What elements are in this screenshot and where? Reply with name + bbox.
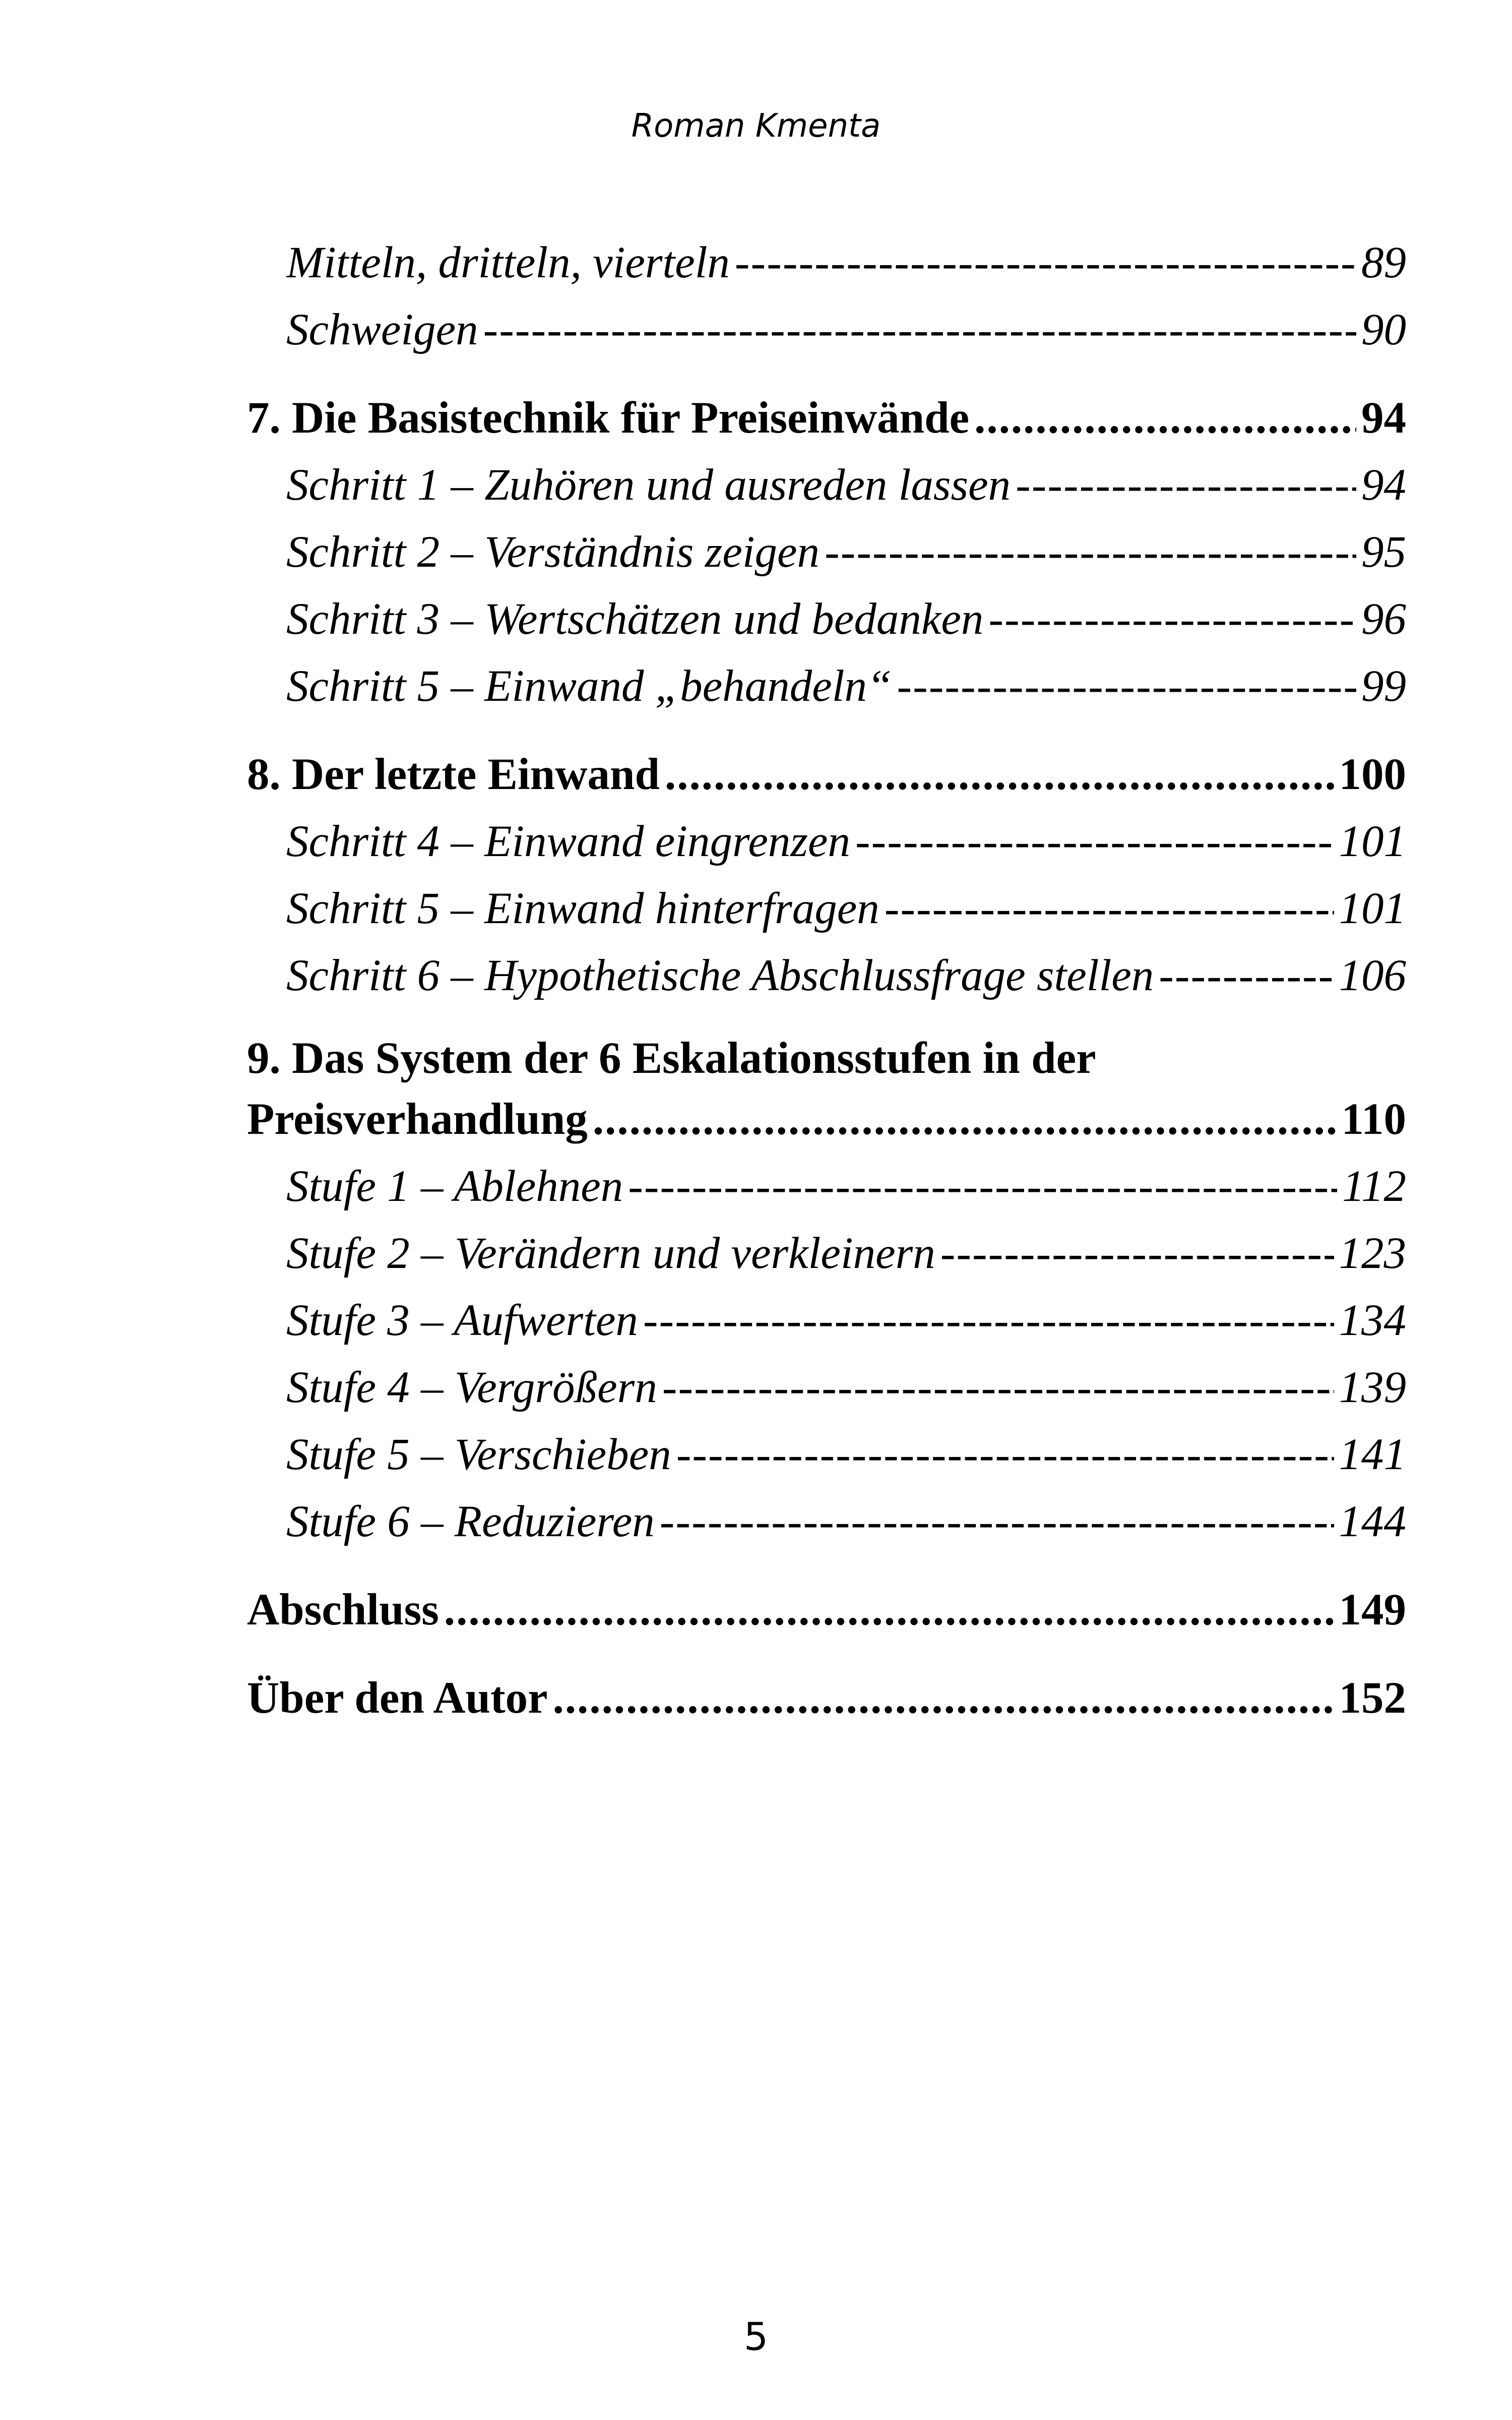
toc-entry-title: Schritt 2 – Verständnis zeigen [286,527,820,577]
toc-entry-title: Stufe 6 – Reduzieren [286,1497,655,1546]
toc-entry-page: 123 [1339,1229,1406,1278]
toc-leader [643,1287,1334,1354]
toc-entry-title: Schritt 5 – Einwand hinterfragen [286,884,879,933]
toc-leader [940,1220,1334,1287]
toc-entry-page: 141 [1339,1430,1406,1479]
toc-entry-sub [286,452,1406,519]
toc-chapter-title-line1: 9. Das System der 6 Eskalationsstufen in der [247,1034,1096,1083]
toc-chapter-page: 110 [1341,1095,1406,1144]
toc-entry-chapter [247,741,1406,808]
toc-entry-sub [286,1421,1406,1488]
toc-leader [897,653,1357,720]
toc-leader [1016,452,1356,519]
toc-entry-chapter [247,385,1406,452]
toc-leader [665,741,1334,808]
toc-entry-page: 89 [1361,238,1406,287]
toc-chapter-title-line2-row [247,1086,1406,1153]
toc-leader [855,808,1334,875]
toc-entry-title: Stufe 5 – Verschieben [286,1430,671,1479]
toc-chapter-title: Über den Autor [247,1673,548,1723]
toc-entry-sub [286,942,1406,1009]
toc-chapter-page: 100 [1339,750,1406,799]
toc-chapter-title: Abschluss [247,1585,439,1635]
toc-leader [593,1086,1337,1153]
toc-entry-page: 139 [1339,1363,1406,1412]
running-header-author: Roman Kmenta [631,107,881,145]
toc-leader [660,1488,1334,1555]
toc-entry-title: Stufe 2 – Verändern und verkleinern [286,1229,935,1278]
toc-entry-sub [286,653,1406,720]
toc-chapter-title: 7. Die Basistechnik für Preiseinwände [247,393,970,443]
toc-entry-page: 96 [1361,594,1406,644]
toc-entry-page: 99 [1361,661,1406,711]
toc-chapter-page: 152 [1339,1673,1406,1723]
toc-entry-chapter [247,1577,1406,1644]
toc-entry-page: 101 [1339,817,1406,866]
table-of-contents [247,229,1406,1732]
toc-leader [628,1153,1337,1220]
toc-entry-page: 144 [1339,1497,1406,1546]
toc-entry-chapter [247,1665,1406,1732]
toc-leader [735,229,1356,296]
toc-leader [988,586,1356,653]
toc-leader [885,875,1334,942]
toc-entry-sub [286,229,1406,296]
page-number: 5 [743,2314,769,2359]
toc-entry-page: 95 [1361,527,1406,577]
toc-chapter-page: 94 [1361,393,1406,443]
toc-entry-page: 101 [1339,884,1406,933]
toc-entry-page: 94 [1361,460,1406,510]
toc-entry-sub [286,296,1406,364]
toc-entry-title: Schritt 6 – Hypothetische Abschlussfrage stellen [286,951,1154,1000]
toc-entry-title: Stufe 4 – Vergrößern [286,1363,657,1412]
toc-entry-sub [286,519,1406,586]
toc-entry-title: Schritt 5 – Einwand „behandeln“ [286,661,892,711]
toc-entry-chapter-multiline [247,1031,1406,1153]
toc-entry-title: Mitteln, dritteln, vierteln [286,238,730,287]
toc-entry-sub [286,875,1406,942]
toc-leader [825,519,1356,586]
toc-entry-sub [286,1220,1406,1287]
toc-chapter-page: 149 [1339,1585,1406,1635]
toc-entry-page: 106 [1339,951,1406,1000]
toc-entry-sub [286,1354,1406,1421]
toc-chapter-title: Preisverhandlung [247,1095,588,1144]
toc-leader [483,296,1356,364]
toc-entry-sub [286,1287,1406,1354]
toc-entry-sub [286,586,1406,653]
toc-entry-page: 134 [1339,1296,1406,1345]
toc-entry-sub [286,1153,1406,1220]
toc-entry-sub [286,1488,1406,1555]
toc-leader [974,385,1356,452]
toc-entry-page: 112 [1342,1162,1406,1211]
toc-entry-page: 90 [1361,305,1406,354]
toc-entry-title: Schritt 3 – Wertschätzen und bedanken [286,594,984,644]
toc-entry-title: Schritt 1 – Zuhören und ausreden lassen [286,460,1011,510]
toc-leader [662,1354,1334,1421]
toc-entry-title: Stufe 1 – Ablehnen [286,1162,623,1211]
toc-leader [1159,942,1334,1009]
toc-entry-sub [286,808,1406,875]
toc-leader [676,1421,1334,1488]
toc-entry-title: Schweigen [286,305,478,354]
toc-chapter-title: 8. Der letzte Einwand [247,750,660,799]
toc-leader [444,1577,1334,1644]
toc-entry-title: Stufe 3 – Aufwerten [286,1296,638,1345]
toc-leader [553,1665,1334,1732]
toc-entry-title: Schritt 4 – Einwand eingrenzen [286,817,850,866]
